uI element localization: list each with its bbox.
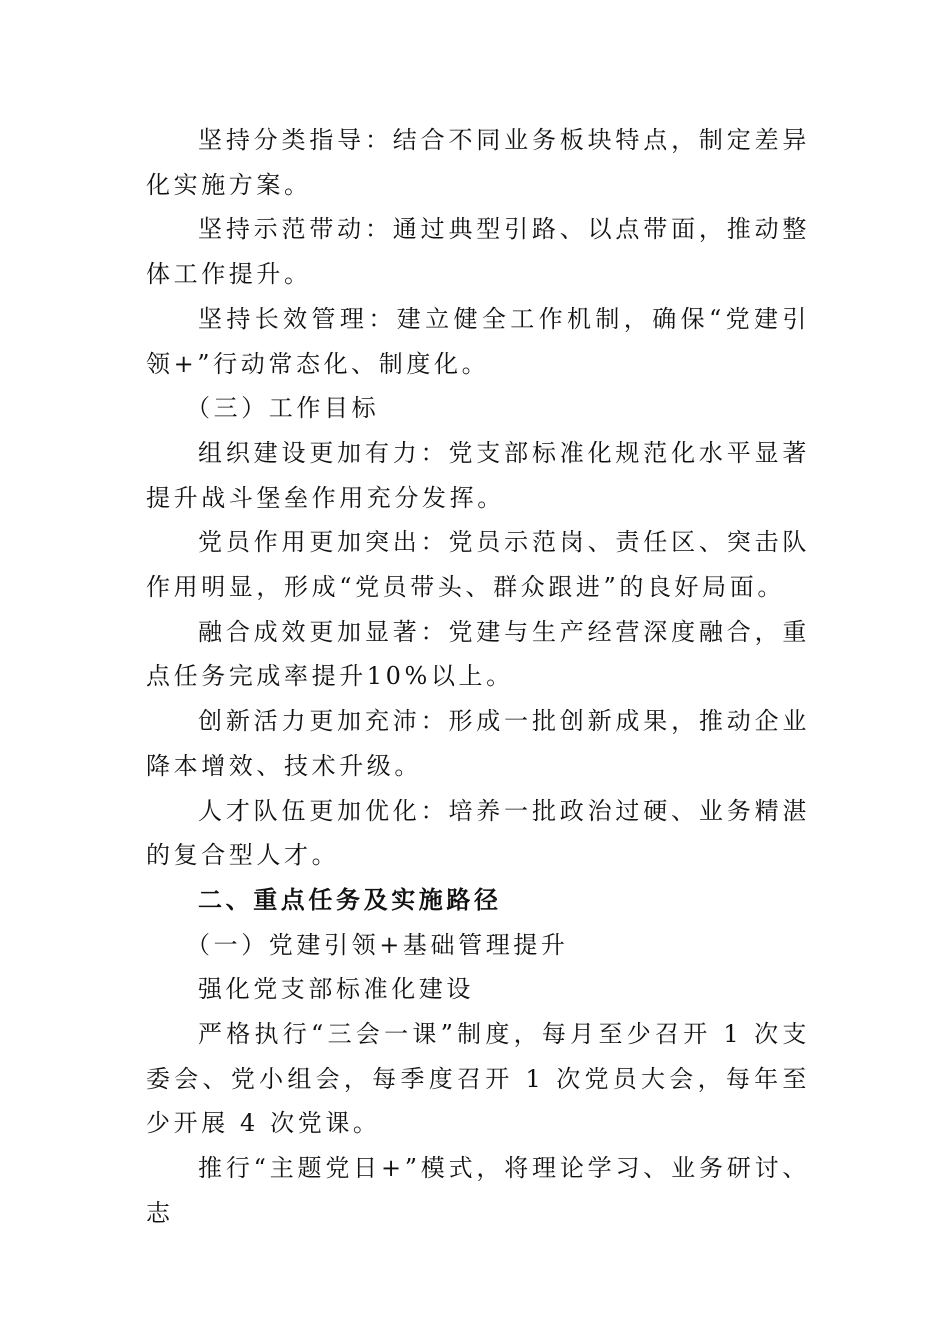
paragraph-principle-demonstration: 坚持示范带动：通过典型引路、以点带面，推动整体工作提升。 xyxy=(146,215,810,289)
paragraph-principle-long-term-management: 坚持长效管理：建立健全工作机制，确保“党建引领+”行动常态化、制度化。 xyxy=(146,304,810,378)
paragraph-theme-party-day: 推行“主题党日+”模式，将理论学习、业务研讨、志 xyxy=(146,1154,810,1227)
paragraph-goal-organization: 组织建设更加有力：党支部标准化规范化水平显著提升战斗堡垒作用充分发挥。 xyxy=(146,438,810,512)
paragraph-principle-classified-guidance: 坚持分类指导：结合不同业务板块特点，制定差异化实施方案。 xyxy=(146,126,810,199)
paragraph-goal-party-members: 党员作用更加突出：党员示范岗、责任区、突击队作用明显，形成“党员带头、群众跟进”的良好局面。 xyxy=(146,528,810,602)
subsection-heading-basic-management: （一）党建引领+基础管理提升 xyxy=(186,930,569,959)
paragraph-goal-talent: 人才队伍更加优化：培养一批政治过硬、业务精湛的复合型人才。 xyxy=(146,796,810,870)
document-body xyxy=(146,118,810,1236)
paragraph-goal-integration: 融合成效更加显著：党建与生产经营深度融合，重点任务完成率提升10%以上。 xyxy=(146,617,810,691)
section-heading-key-tasks: 二、重点任务及实施路径 xyxy=(198,885,502,914)
paragraph-goal-innovation: 创新活力更加充沛：形成一批创新成果，推动企业降本增效、技术升级。 xyxy=(146,707,810,780)
section-heading-work-goals: （三）工作目标 xyxy=(186,394,380,423)
paragraph-three-meetings-one-lesson: 严格执行“三会一课”制度，每月至少召开 1 次支委会、党小组会，每季度召开 1 次党员大会，每年至少开展 4 次党课。 xyxy=(146,1020,810,1138)
paragraph-standardization: 强化党支部标准化建设 xyxy=(198,975,474,1004)
